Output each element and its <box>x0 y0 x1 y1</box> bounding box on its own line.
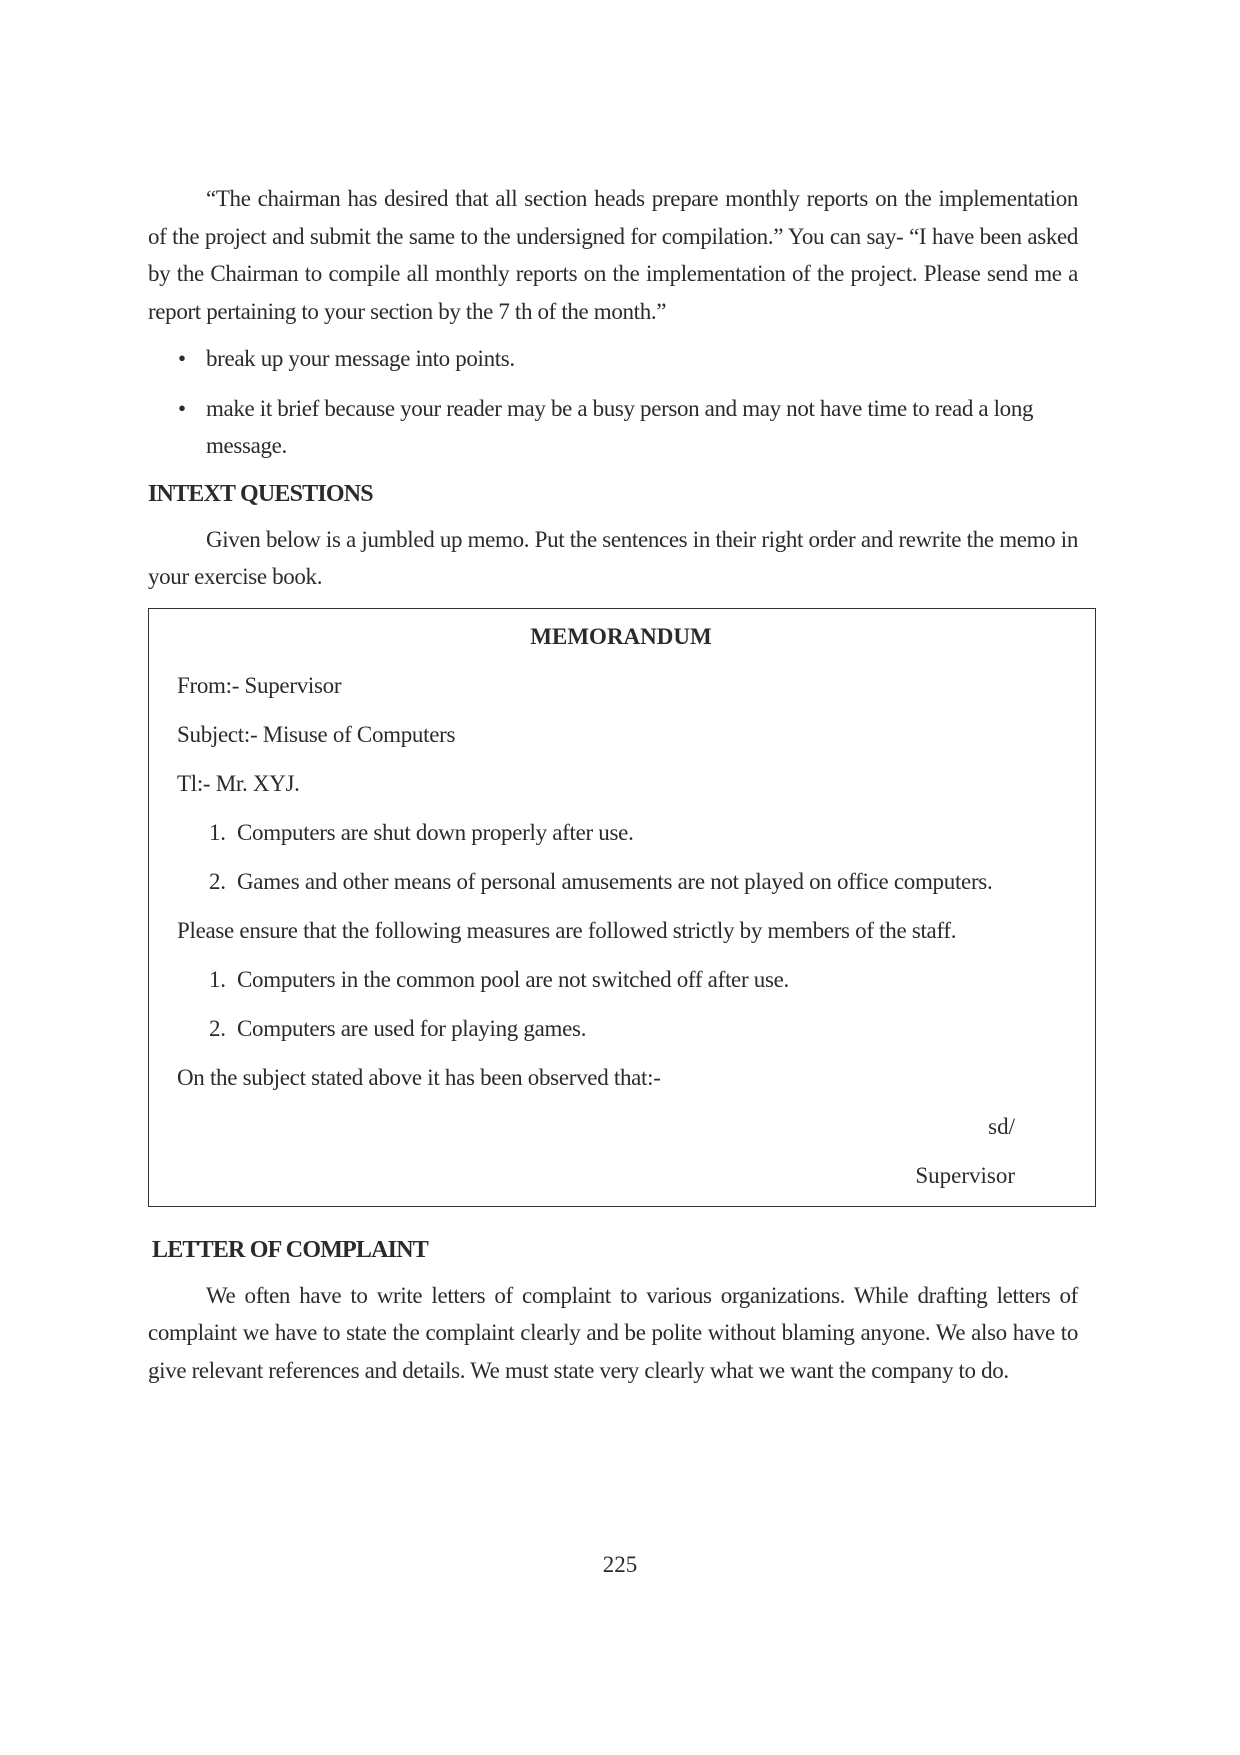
letter-heading: LETTER OF COMPLAINT <box>152 1236 428 1263</box>
memo-subject: Subject:- Misuse of Computers <box>177 721 456 747</box>
memo-item-text: Computers are shut down properly after use. <box>237 819 634 845</box>
memo-item-number: 2. <box>209 1015 226 1041</box>
memo-sd: sd/ <box>988 1113 1015 1139</box>
page-number: 225 <box>602 1552 638 1577</box>
memo-item-number: 1. <box>209 966 226 992</box>
letter-paragraph: We often have to write letters of complaint to various organizations. While drafting letters of complaint we have to state the complaint clearly and be polite without blaming anyone. We also have to give relevant references and details. We must state very clearly what we want the company to do. <box>148 1282 1078 1383</box>
memo-to: Tl:- Mr. XYJ. <box>177 770 300 796</box>
bullet-icon: • <box>178 346 186 371</box>
memo-list-item <box>177 963 1065 996</box>
memo-item-text: Computers are used for playing games. <box>237 1015 587 1041</box>
memo-from: From:- Supervisor <box>177 672 342 698</box>
memo-box <box>148 608 1096 1207</box>
tips-list <box>148 340 1078 465</box>
list-item <box>148 340 1078 378</box>
intext-heading: INTEXT QUESTIONS <box>148 480 373 507</box>
memo-ensure-line: Please ensure that the following measures are followed strictly by members of the staff. <box>177 917 957 943</box>
memo-list-item <box>177 816 1065 849</box>
memo-item-text: Games and other means of personal amusements are not played on office computers. <box>237 868 993 894</box>
memo-signature: Supervisor <box>915 1162 1015 1188</box>
memo-title: MEMORANDUM <box>530 623 712 649</box>
intro-paragraph: “The chairman has desired that all section heads prepare monthly reports on the implementation of the project and submit the same to the undersigned for compilation.” You can say- “I have been asked by the Chairman to compile all monthly reports on the implementation of the project. Please send me a report pertaining to your section by the 7 th of the month.” <box>148 186 1078 324</box>
memo-list-item <box>177 865 1065 898</box>
bullet-icon: • <box>178 395 186 421</box>
list-item-text: make it brief because your reader may be a busy person and may not have time to read a long message. <box>206 395 1034 458</box>
memo-item-number: 2. <box>209 868 226 894</box>
memo-list-item <box>177 1012 1065 1045</box>
intext-paragraph: Given below is a jumbled up memo. Put the sentences in their right order and rewrite the memo in your exercise book. <box>148 526 1078 589</box>
page-content <box>148 180 1078 1389</box>
memo-observed-line: On the subject stated above it has been observed that:- <box>177 1064 661 1090</box>
memo-item-number: 1. <box>209 819 226 845</box>
list-item-text: break up your message into points. <box>206 346 515 371</box>
list-item <box>148 390 1078 465</box>
memo-item-text: Computers in the common pool are not switched off after use. <box>237 966 789 992</box>
